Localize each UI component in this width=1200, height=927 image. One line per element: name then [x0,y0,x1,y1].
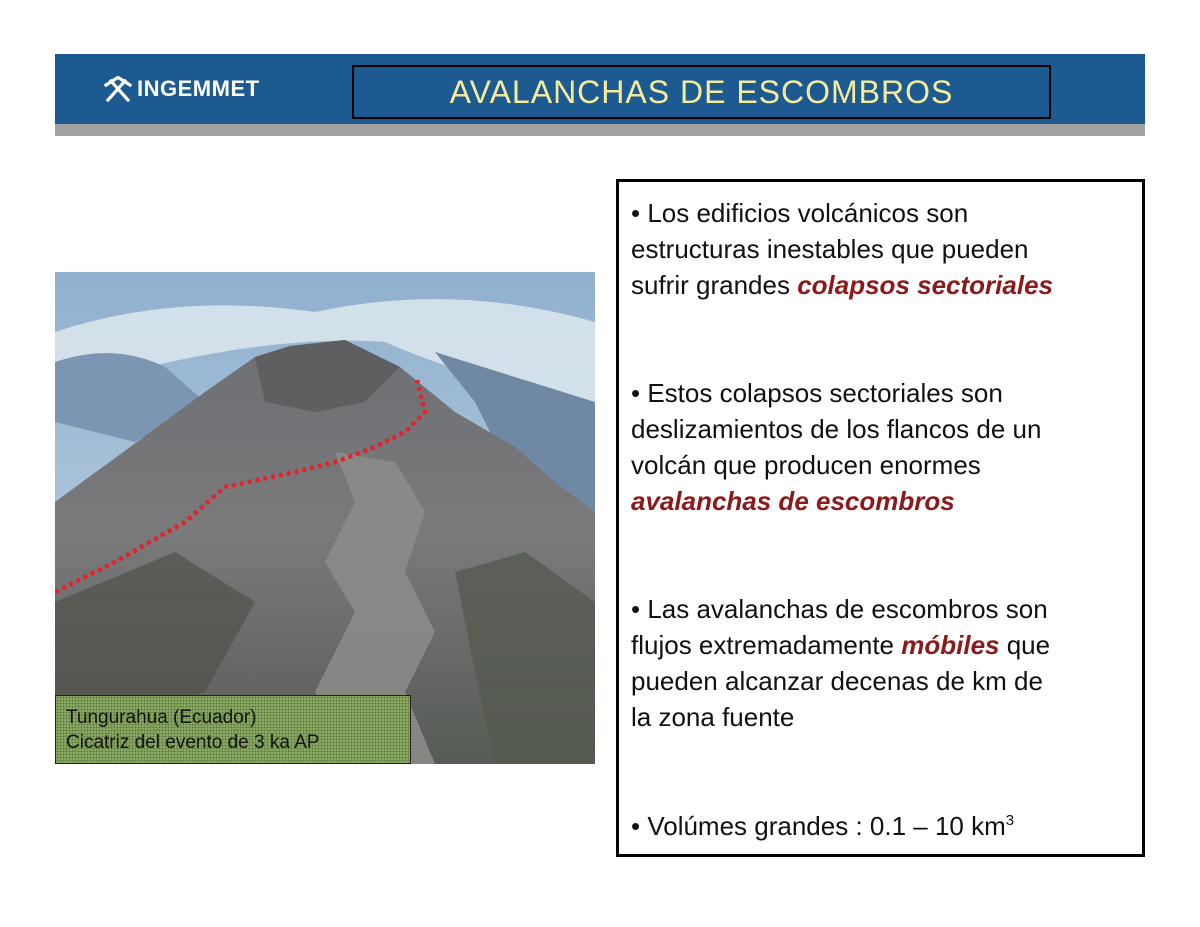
bullet-1-line-2: estructuras inestables que pueden [631,234,1029,264]
bullet-2-line-1: • Estos colapsos sectoriales son [631,378,1003,408]
header-shadow [55,124,1145,136]
bullet-3-pre: flujos extremadamente [631,630,902,660]
bullet-4-text: • Volúmes grandes : 0.1 – 10 km [631,811,1006,841]
bullet-1-line-1: • Los edificios volcánicos son [631,198,969,228]
bullet-3-line-3: pueden alcanzar decenas de km de [631,666,1043,696]
bullet-text-box [616,179,1145,857]
volcano-photo [55,272,595,764]
bullet-4-superscript: 3 [1005,812,1015,829]
crossed-hammers-icon [103,76,133,102]
bullet-3-line-4: la zona fuente [631,702,795,732]
caption-line-1: Tungurahua (Ecuador) [66,707,257,728]
ingemmet-logo [103,74,260,104]
bullet-2-emphasis: avalanchas de escombros [631,486,955,516]
bullet-2-line-3: volcán que producen enormes [631,450,981,480]
bullet-1 [631,195,1141,303]
bullet-1-pre: sufrir grandes [631,270,798,300]
bullet-3-emphasis: móbiles [901,630,1000,660]
bullet-1-emphasis: colapsos sectoriales [797,270,1053,300]
bullet-2 [631,375,1141,519]
bullet-2-line-2: deslizamientos de los flancos de un [631,414,1042,444]
bullet-1-line-3 [631,267,1141,303]
photo-caption [55,695,411,764]
bullet-3-post: que [999,630,1051,660]
logo-text: INGEMMET [137,76,260,101]
caption-line-2: Cicatriz del evento de 3 ka AP [66,732,320,753]
bullet-3 [631,591,1141,735]
page-title: AVALANCHAS DE ESCOMBROS [449,73,954,110]
title-box [352,65,1051,119]
bullet-3-line-1: • Las avalanchas de escombros son [631,594,1048,624]
bullet-3-line-2 [631,627,1141,663]
bullet-4 [631,808,1141,844]
